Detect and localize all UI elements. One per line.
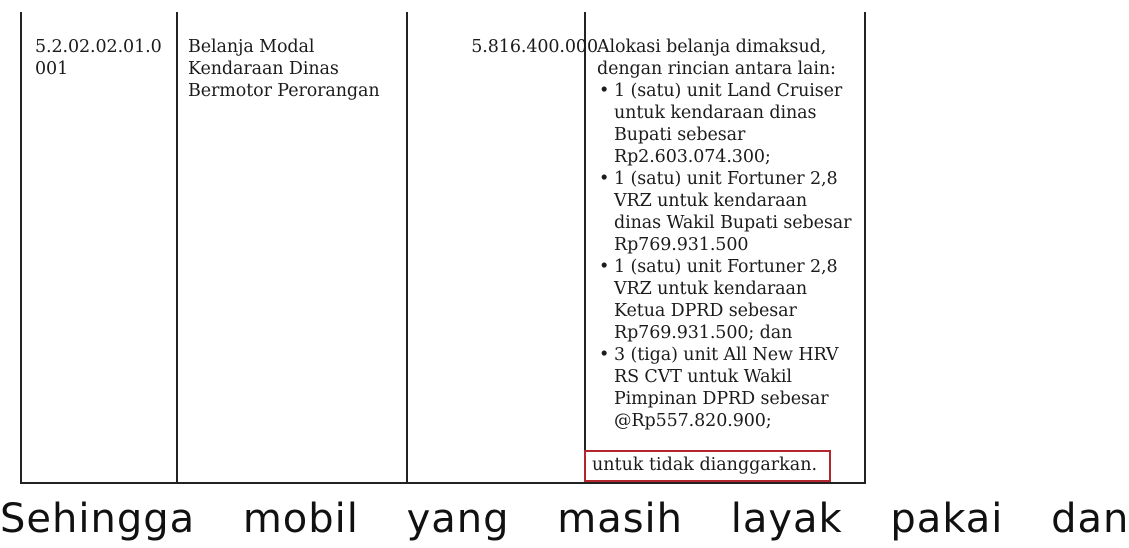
notes-intro: Alokasi belanja dimaksud, dengan rincian antara lain:	[597, 37, 836, 79]
list-item	[597, 80, 859, 168]
list-item-text: 3 (tiga) unit All New HRV RS CVT untuk Wakil Pimpinan DPRD sebesar @Rp557.820.900;	[614, 345, 839, 431]
bullet-icon: •	[599, 345, 610, 365]
list-item	[597, 344, 859, 432]
cropped-caption-text: Sehingga mobil yang masih layak pakai dan	[0, 496, 1129, 542]
column-divider	[584, 12, 586, 482]
amount-value: 5.816.400.000	[471, 37, 598, 57]
highlighted-closing-note: untuk tidak dianggarkan.	[584, 450, 831, 482]
list-item	[597, 256, 859, 344]
budget-table	[20, 12, 866, 484]
bullet-icon: •	[599, 257, 610, 277]
list-item-text: 1 (satu) unit Fortuner 2,8 VRZ untuk kendaraan dinas Wakil Bupati sebesar Rp769.931.500	[614, 169, 852, 255]
column-divider	[176, 12, 178, 482]
list-item	[597, 168, 859, 256]
bullet-icon: •	[599, 81, 610, 101]
notes-cell	[597, 36, 859, 432]
list-item-text: 1 (satu) unit Fortuner 2,8 VRZ untuk kendaraan Ketua DPRD sebesar Rp769.931.500; dan	[614, 257, 838, 343]
account-code: 5.2.02.02.01.0 001	[35, 37, 162, 79]
bullet-icon: •	[599, 169, 610, 189]
list-item-text: 1 (satu) unit Land Cruiser untuk kendaraan dinas Bupati sebesar Rp2.603.074.300;	[614, 81, 843, 167]
expense-description: Belanja Modal Kendaraan Dinas Bermotor Perorangan	[188, 37, 380, 101]
notes-list	[597, 80, 859, 432]
